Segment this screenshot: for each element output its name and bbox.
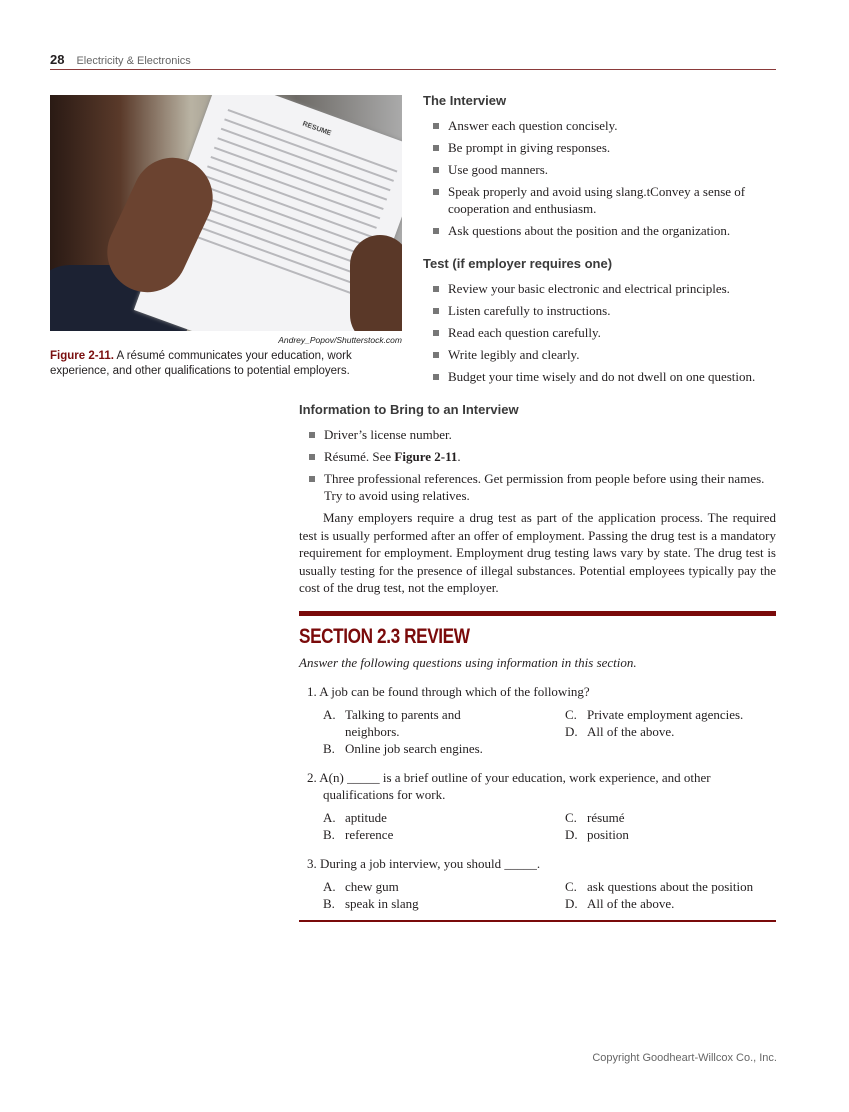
figure-label: Figure 2-11. [50, 350, 114, 362]
option-d: D. position [565, 826, 629, 842]
photo-credit: Andrey_Popov/Shutterstock.com [278, 335, 402, 345]
resume-title: RESUME [301, 120, 333, 138]
list-item: Write legibly and clearly. [433, 346, 776, 363]
list-item: Budget your time wisely and do not dwell on one question. [433, 368, 776, 385]
review-instructions: Answer the following questions using information in this section. [299, 654, 637, 670]
question-stem: 2. A(n) _____ is a brief outline of your education, work experience, and other qualifications for work. [307, 769, 711, 802]
list-item: Speak properly and avoid using slang.tConvey a sense of cooperation and enthusiasm. [433, 183, 776, 217]
list-item: Be prompt in giving responses. [433, 139, 776, 156]
list-item: Read each question carefully. [433, 324, 776, 341]
main-column [299, 92, 776, 922]
bring-list [309, 426, 776, 504]
option-c: C. Private employment agencies. [565, 706, 744, 722]
section-title: SECTION 2.3 REVIEW [299, 624, 470, 648]
drug-test-paragraph: Many employers require a drug test as part of the application process. The required test is usually performed after an offer of employment. Passing the drug test is a mandatory requirement for employment. Employment drug testing laws vary by state. The drug test is usually testing for the presence of illegal substances. Potential employees typically pay the cost of the drug test, not the employer. [299, 510, 776, 595]
review-question-2 [307, 769, 776, 843]
option-d: D. All of the above. [565, 723, 675, 739]
figure-reference-link[interactable]: Figure 2-11 [394, 449, 458, 464]
list-item: Driver’s license number. [309, 426, 776, 443]
section-top-rule [299, 611, 776, 616]
review-question-1 [307, 683, 776, 757]
resume-item-text: Résumé. See [324, 449, 395, 464]
option-d: D. All of the above. [565, 895, 675, 911]
book-title: Electricity & Electronics [76, 55, 191, 67]
copyright-footer: Copyright Goodheart-Willcox Co., Inc. [592, 1052, 777, 1064]
section-bottom-rule [299, 920, 776, 922]
list-item: Ask questions about the position and the organization. [433, 222, 776, 239]
bring-heading: Information to Bring to an Interview [299, 402, 519, 417]
option-b: B. Online job search engines. [323, 740, 483, 756]
resume-item-suffix: . [457, 449, 461, 464]
option-c: C. résumé [565, 809, 625, 825]
list-item: Use good manners. [433, 161, 776, 178]
interview-heading: The Interview [423, 93, 507, 108]
review-question-3 [307, 855, 776, 912]
caption-text: A résumé communicates your education, work experience, and other qualifications to potential employers. [50, 350, 352, 377]
list-item [309, 448, 776, 465]
list-item: Answer each question concisely. [433, 117, 776, 134]
running-header [50, 52, 191, 67]
right-column [423, 92, 776, 385]
test-heading: Test (if employer requires one) [423, 256, 613, 271]
option-b: B. speak in slang [323, 895, 419, 911]
option-b: B. reference [323, 826, 394, 842]
option-a: A. chew gum [323, 878, 399, 894]
list-item: Review your basic electronic and electrical principles. [433, 280, 776, 297]
option-c: C. ask questions about the position [565, 878, 754, 894]
list-item: Three professional references. Get permission from people before using their names. Try to avoid using relatives. [309, 470, 776, 504]
test-list [433, 280, 776, 385]
option-a: A. aptitude [323, 809, 387, 825]
header-rule [50, 69, 776, 70]
question-stem: 3. During a job interview, you should _____. [307, 855, 541, 871]
question-stem: 1. A job can be found through which of the following? [307, 683, 590, 699]
list-item: Listen carefully to instructions. [433, 302, 776, 319]
option-a: A. Talking to parents and neighbors. [323, 706, 461, 739]
page-number: 28 [50, 52, 65, 67]
interview-list [433, 117, 776, 239]
